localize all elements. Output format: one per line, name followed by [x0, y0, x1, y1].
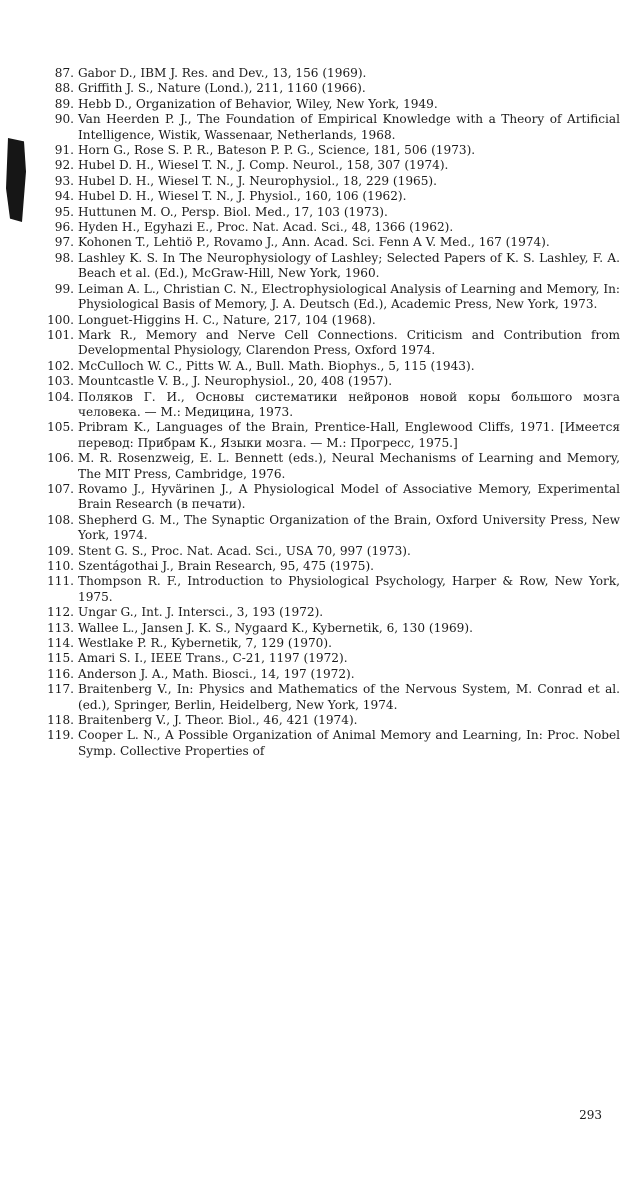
reference-text: M. R. Rosenzweig, E. L. Bennett (eds.), Neural Mechanisms of Learning and Memory, The MIT Press, Cambridge, 1976. — [78, 451, 620, 481]
reference-text: Longuet-Higgins H. C., Nature, 217, 104 (1968). — [78, 312, 376, 327]
reference-number: 96. — [54, 220, 74, 235]
reference-item — [44, 251, 620, 282]
reference-number: 91. — [54, 143, 74, 158]
reference-item — [44, 636, 620, 651]
reference-text: Horn G., Rose S. P. R., Bateson P. P. G., Science, 181, 506 (1973). — [78, 143, 476, 158]
reference-item — [44, 282, 620, 313]
reference-item — [44, 513, 620, 544]
reference-item — [44, 313, 620, 328]
reference-number: 118. — [47, 713, 74, 728]
reference-item — [44, 605, 620, 620]
reference-item — [44, 420, 620, 451]
reference-item — [44, 189, 620, 204]
reference-item — [44, 621, 620, 636]
reference-number: 105. — [47, 420, 74, 435]
reference-item — [44, 728, 620, 759]
reference-number: 119. — [47, 728, 74, 743]
reference-item — [44, 559, 620, 574]
reference-item — [44, 667, 620, 682]
reference-text: Hebb D., Organization of Behavior, Wiley, New York, 1949. — [78, 96, 438, 111]
reference-item — [44, 451, 620, 482]
reference-number: 117. — [47, 682, 74, 697]
reference-number: 104. — [47, 389, 74, 404]
reference-item — [44, 235, 620, 250]
reference-item — [44, 574, 620, 605]
reference-text: Braitenberg V., In: Physics and Mathematics of the Nervous System, M. Conrad et al. (ed.), Springer, Berlin, Heidelberg, New York, 1974. — [78, 682, 620, 712]
reference-item — [44, 374, 620, 389]
reference-text: McCulloch W. C., Pitts W. A., Bull. Math. Biophys., 5, 115 (1943). — [78, 358, 475, 373]
reference-number: 93. — [54, 173, 74, 188]
reference-number: 97. — [54, 235, 74, 250]
reference-text: Hubel D. H., Wiesel T. N., J. Neurophysiol., 18, 229 (1965). — [78, 173, 437, 188]
reference-item — [44, 328, 620, 359]
reference-text: Kohonen T., Lehtiö P., Rovamo J., Ann. Acad. Sci. Fenn A V. Med., 167 (1974). — [78, 235, 550, 250]
reference-number: 109. — [47, 543, 74, 558]
reference-text: Gabor D., IBM J. Res. and Dev., 13, 156 (1969). — [78, 66, 367, 80]
reference-number: 111. — [47, 574, 74, 589]
reference-number: 94. — [54, 189, 74, 204]
reference-item — [44, 66, 620, 81]
reference-number: 98. — [54, 250, 74, 265]
reference-number: 115. — [47, 651, 74, 666]
reference-number: 103. — [47, 374, 74, 389]
reference-text: Amari S. I., IEEE Trans., C-21, 1197 (1972). — [78, 651, 348, 666]
reference-text: Hubel D. H., Wiesel T. N., J. Comp. Neurol., 158, 307 (1974). — [78, 158, 449, 173]
reference-text: Griffith J. S., Nature (Lond.), 211, 1160 (1966). — [78, 81, 366, 96]
reference-text: Thompson R. F., Introduction to Physiological Psychology, Harper & Row, New York, 1975. — [78, 574, 620, 604]
reference-number: 113. — [47, 620, 74, 635]
reference-number: 112. — [47, 605, 74, 620]
reference-text: Cooper L. N., A Possible Organization of Animal Memory and Learning, In: Proc. Nobel Symp. Collective Properties of — [78, 728, 620, 758]
reference-list — [44, 66, 620, 759]
reference-number: 90. — [54, 112, 74, 127]
reference-text: Wallee L., Jansen J. K. S., Nygaard K., Kybernetik, 6, 130 (1969). — [78, 620, 473, 635]
reference-text: Hyden H., Egyhazi E., Proc. Nat. Acad. Sci., 48, 1366 (1962). — [78, 220, 454, 235]
reference-text: Lashley K. S. In The Neurophysiology of Lashley; Selected Papers of K. S. Lashley, F. A. Beach et al. (Ed.), McGraw-Hill, New York, 1960. — [78, 250, 620, 281]
reference-number: 106. — [47, 451, 74, 466]
reference-number: 107. — [47, 481, 74, 496]
reference-number: 100. — [47, 312, 74, 327]
reference-item — [44, 112, 620, 143]
reference-number: 110. — [47, 559, 74, 573]
reference-item — [44, 713, 620, 728]
reference-text: Mountcastle V. B., J. Neurophysiol., 20, 408 (1957). — [78, 374, 393, 389]
reference-number: 116. — [47, 666, 74, 681]
reference-text: Westlake P. R., Kybernetik, 7, 129 (1970). — [78, 636, 332, 651]
reference-text: Pribram K., Languages of the Brain, Prentice-Hall, Englewood Cliffs, 1971. [Имеется перевод: Прибрам К., Языки мозга. — М.: Прогресс, 1975.] — [78, 420, 620, 450]
scan-ink-mark — [6, 138, 26, 222]
reference-item — [44, 220, 620, 235]
reference-item — [44, 390, 620, 421]
reference-number: 87. — [54, 66, 74, 80]
reference-text: Van Heerden P. J., The Foundation of Empirical Knowledge with a Theory of Artificial Intelligence, Wistik, Wassenaar, Netherlands, 1968. — [78, 112, 620, 142]
reference-text: Braitenberg V., J. Theor. Biol., 46, 421 (1974). — [78, 713, 358, 728]
reference-text: Mark R., Memory and Nerve Cell Connections. Criticism and Contribution from Developmental Physiology, Clarendon Press, Oxford 1974. — [78, 327, 620, 358]
reference-number: 95. — [54, 204, 74, 219]
reference-item — [44, 482, 620, 513]
reference-item — [44, 359, 620, 374]
reference-number: 114. — [47, 636, 74, 651]
reference-item — [44, 682, 620, 713]
reference-item — [44, 81, 620, 96]
reference-item — [44, 143, 620, 158]
reference-text: Ungar G., Int. J. Intersci., 3, 193 (1972). — [78, 605, 324, 620]
reference-item — [44, 174, 620, 189]
reference-number: 102. — [47, 358, 74, 373]
reference-item — [44, 158, 620, 173]
reference-number: 92. — [54, 158, 74, 173]
reference-text: Leiman A. L., Christian C. N., Electrophysiological Analysis of Learning and Memory, In: Physiological Basis of Memory, J. A. Deutsch (Ed.), Academic Press, New York, 1973. — [78, 281, 620, 312]
reference-text: Hubel D. H., Wiesel T. N., J. Physiol., 160, 106 (1962). — [78, 189, 407, 204]
reference-item — [44, 97, 620, 112]
reference-number: 89. — [54, 96, 74, 111]
reference-item — [44, 651, 620, 666]
reference-number: 88. — [54, 81, 74, 96]
reference-text: Huttunen M. O., Persp. Biol. Med., 17, 103 (1973). — [78, 204, 388, 219]
reference-text: Szentágothai J., Brain Research, 95, 475 (1975). — [78, 559, 375, 573]
reference-item — [44, 544, 620, 559]
reference-text: Shepherd G. M., The Synaptic Organization of the Brain, Oxford University Press, New York, 1974. — [78, 512, 620, 543]
reference-item — [44, 205, 620, 220]
reference-text: Rovamo J., Hyvärinen J., A Physiological Model of Associative Memory, Experimental Brain Research (в печати). — [78, 481, 620, 512]
reference-text: Anderson J. A., Math. Biosci., 14, 197 (1972). — [78, 666, 355, 681]
reference-text: Поляков Г. И., Основы систематики нейронов новой коры большого мозга человека. — М.: Медицина, 1973. — [78, 389, 620, 419]
reference-text: Stent G. S., Proc. Nat. Acad. Sci., USA 70, 997 (1973). — [78, 543, 411, 558]
reference-number: 101. — [47, 327, 74, 342]
reference-number: 108. — [47, 512, 74, 527]
page-number: 293 — [579, 1108, 602, 1122]
reference-number: 99. — [54, 281, 74, 296]
